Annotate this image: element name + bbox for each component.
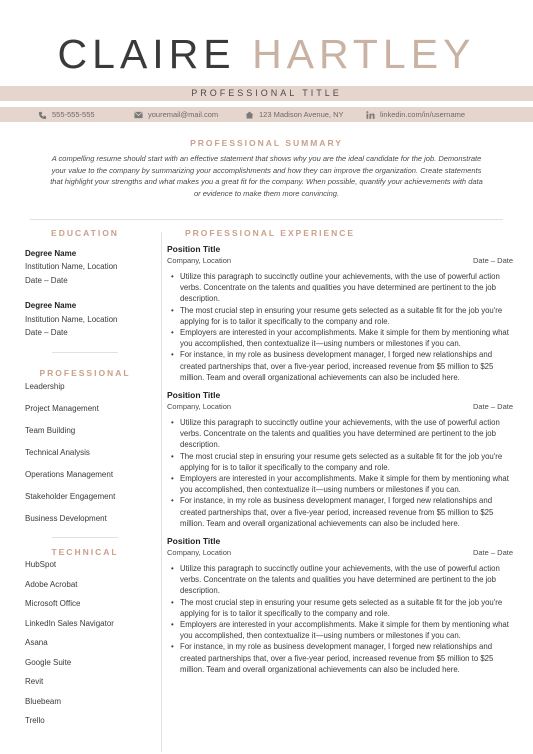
job-meta (167, 548, 515, 559)
job-entry (167, 536, 515, 675)
contact-email[interactable] (134, 107, 218, 122)
section-divider (30, 219, 503, 220)
phone-icon (38, 111, 47, 119)
skill-item: Adobe Acrobat (25, 579, 78, 589)
job-entry (167, 244, 515, 383)
degree-name: Degree Name (25, 301, 77, 311)
education-entry (25, 247, 145, 287)
job-entry (167, 390, 515, 529)
job-dates: Date – Date (472, 548, 513, 558)
education-dates: Date – Date (25, 328, 68, 338)
bullet-item: • Utilize this paragraph to succinctly outline your achievements, with the use of powerful action verbs. Concentrate on the talents and qualities you have determined are pertinent to the job description. (167, 417, 515, 451)
location-icon (245, 111, 254, 119)
job-bullets (167, 563, 515, 675)
summary-text: A compelling resume should start with an effective statement that shows why you are the ideal candidate for the job. Demonstrate your value to the company by summarizing your accomplishments and how they can improve the organization. Create statements that highlight your strengths and what makes you a great fit for the company. When possible, quantify your achievements with data or evidence to make them more convincing. (50, 154, 483, 198)
column-divider (161, 232, 162, 752)
technical-skills-heading: TECHNICAL (51, 547, 119, 558)
job-company: Company, Location (167, 256, 232, 265)
bullet-item: • Employers are interested in your accomplishments. Make it simple for them by mentioning what you accomplished, then contextualize it—using numbers or milestones if you can. (167, 619, 515, 641)
job-title: Position Title (167, 390, 221, 401)
bullet-item: • The most crucial step in ensuring your resume gets selected as a suitable fit for the job you're applying for is to tailor it specifically to the company and role. (167, 305, 515, 327)
skill-item: Trello (25, 716, 45, 726)
summary-heading: PROFESSIONAL SUMMARY (190, 138, 343, 148)
job-dates: Date – Date (472, 402, 513, 412)
skill-item: Bluebeam (25, 696, 62, 706)
candidate-name (0, 32, 533, 76)
contact-bar (0, 107, 533, 122)
section-divider (52, 352, 118, 353)
last-name: HARTLEY (252, 31, 476, 77)
job-bullets (167, 271, 515, 383)
job-meta (167, 402, 515, 413)
contact-linkedin[interactable] (366, 107, 465, 122)
technical-skills-list (25, 560, 145, 725)
skill-item: Stakeholder Engagement (25, 492, 116, 502)
linkedin-text[interactable]: linkedin.com/in/username (380, 110, 466, 119)
institution: Institution Name, Location (25, 262, 118, 272)
job-company: Company, Location (167, 402, 232, 412)
skill-item: Business Development (25, 514, 107, 524)
skill-item: HubSpot (25, 560, 57, 570)
job-company: Company, Location (167, 548, 232, 558)
professional-title: PROFESSIONAL TITLE (0, 86, 533, 101)
linkedin-icon (366, 111, 375, 119)
skill-item: Microsoft Office (25, 599, 81, 609)
bullet-item: • Utilize this paragraph to succinctly outline your achievements, with the use of powerful action verbs. Concentrate on the talents and qualities you have determined are pertinent to the job description. (167, 563, 515, 597)
right-column (167, 228, 515, 675)
email-icon (134, 111, 143, 119)
professional-skills-list (25, 382, 145, 523)
left-column (25, 228, 145, 725)
job-dates: Date – Date (472, 256, 513, 265)
bullet-item: • For instance, in my role as business development manager, I forged new relationships and created partnerships that, over a five-year period, increased revenue from $5 million to $25 million. Team and overall organizational achievements can also be included here. (167, 495, 515, 529)
skill-item: Operations Management (25, 470, 114, 480)
skill-item: Revit (25, 677, 44, 687)
skill-item: Technical Analysis (25, 448, 90, 458)
experience-heading: PROFESSIONAL EXPERIENCE (185, 228, 356, 238)
job-meta (167, 256, 515, 267)
bullet-item: • Employers are interested in your accomplishments. Make it simple for them by mentioning what you accomplished, then contextualize it—using numbers or milestones if you can. (167, 473, 515, 495)
job-bullets (167, 417, 515, 529)
section-divider (52, 537, 118, 538)
first-name: CLAIRE (57, 31, 236, 77)
bullet-item: • For instance, in my role as business development manager, I forged new relationships and created partnerships that, over a five-year period, increased revenue from $5 million to $25 million. Team and overall organizational achievements can also be included here. (167, 641, 515, 675)
bullet-item: • Utilize this paragraph to succinctly outline your achievements, with the use of powerful action verbs. Concentrate on the talents and qualities you have determined are pertinent to the job description. (167, 271, 515, 305)
bullet-item: • The most crucial step in ensuring your resume gets selected as a suitable fit for the job you're applying for is to tailor it specifically to the company and role. (167, 597, 515, 619)
bullet-item: • Employers are interested in your accomplishments. Make it simple for them by mentioning what you accomplished, then contextualize it—using numbers or milestones if you can. (167, 327, 515, 349)
skill-item: Project Management (25, 404, 99, 414)
job-title: Position Title (167, 244, 221, 254)
contact-phone (38, 107, 95, 122)
skill-item: Google Suite (25, 657, 72, 667)
professional-skills-heading: PROFESSIONAL (39, 368, 131, 379)
skill-item: Team Building (25, 426, 76, 436)
bullet-item: • For instance, in my role as business development manager, I forged new relationships and created partnerships that, over a five-year period, increased revenue from $5 million to $25 million. Team and overall organizational achievements can also be included here. (167, 349, 515, 383)
education-entry (25, 299, 145, 339)
degree-name: Degree Name (25, 249, 77, 258)
contact-address (245, 107, 344, 122)
phone-text: 555-555-555 (52, 110, 95, 119)
skill-item: LinkedIn Sales Navigator (25, 618, 114, 628)
job-title: Position Title (167, 536, 221, 547)
bullet-item: • The most crucial step in ensuring your resume gets selected as a suitable fit for the job you're applying for is to tailor it specifically to the company and role. (167, 451, 515, 473)
address-text: 123 Madison Avenue, NY (259, 110, 344, 119)
institution: Institution Name, Location (25, 314, 118, 324)
education-heading: EDUCATION (51, 228, 119, 238)
education-dates: Date – Date (25, 275, 68, 285)
skill-item: Leadership (25, 382, 65, 392)
email-text[interactable]: youremail@mail.com (148, 110, 219, 119)
skill-item: Asana (25, 638, 48, 648)
